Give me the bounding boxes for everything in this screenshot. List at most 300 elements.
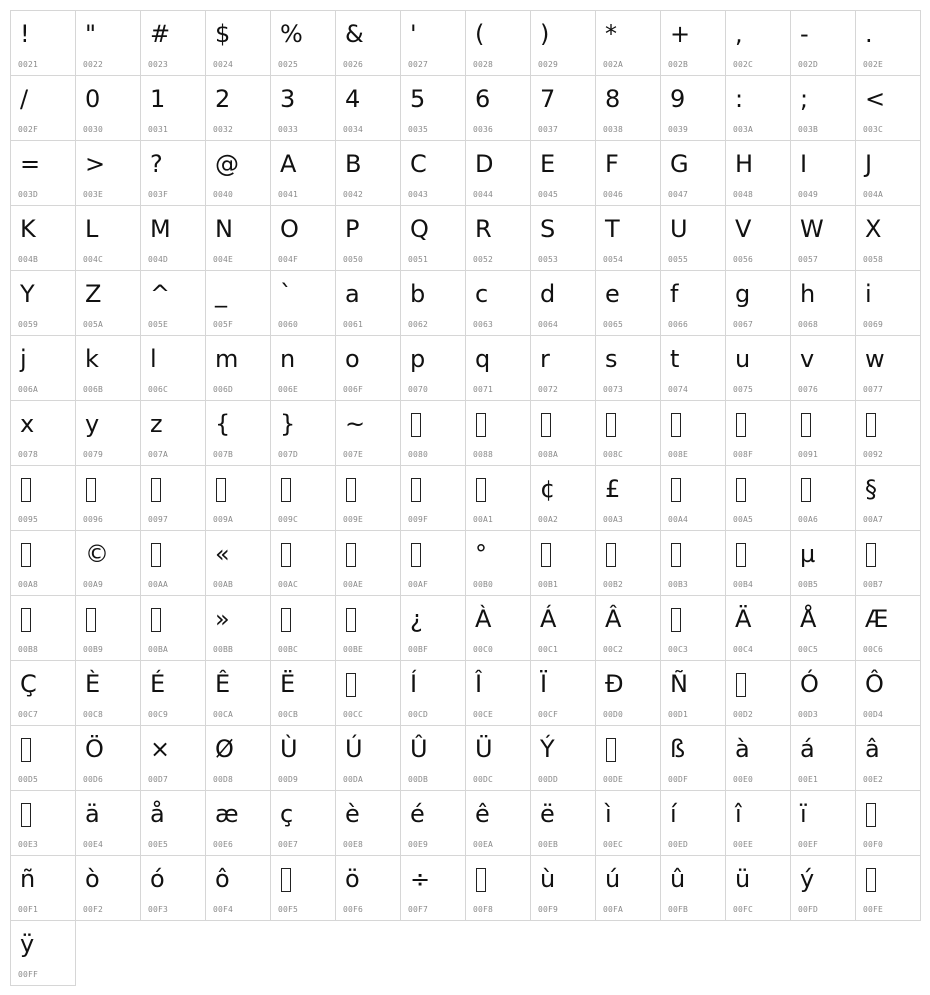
glyph-sample: Ú [345, 735, 363, 763]
codepoint-label: 00D0 [603, 710, 624, 719]
codepoint-label: 00EA [473, 840, 494, 849]
glyph-cell [595, 10, 661, 76]
glyph-sample: v [800, 345, 815, 373]
glyph-cell [530, 530, 596, 596]
glyph-sample: ( [475, 20, 485, 48]
glyph-cell [75, 465, 141, 531]
glyph-sample: $ [215, 20, 231, 48]
glyph-cell [725, 855, 791, 921]
glyph-cell [855, 400, 921, 466]
codepoint-label: 00BE [343, 645, 364, 654]
codepoint-label: 00B2 [603, 580, 624, 589]
glyph-sample: : [735, 85, 744, 113]
glyph-sample: µ [800, 540, 816, 568]
codepoint-label: 00AE [343, 580, 364, 589]
glyph-sample: & [345, 20, 364, 48]
codepoint-label: 00A5 [733, 515, 754, 524]
glyph-cell [465, 725, 531, 791]
glyph-cell [140, 75, 206, 141]
glyph-sample: P [345, 215, 360, 243]
codepoint-label: 00DC [473, 775, 494, 784]
glyph-cell [595, 660, 661, 726]
glyph-cell [855, 855, 921, 921]
glyph-cell [400, 660, 466, 726]
codepoint-label: 0049 [798, 190, 819, 199]
glyph-sample: ß [670, 735, 686, 763]
glyph-cell [465, 855, 531, 921]
glyph-sample: Î [475, 670, 483, 698]
codepoint-label: 00C7 [18, 710, 39, 719]
missing-glyph-box [736, 413, 746, 437]
glyph-sample: ` [280, 280, 292, 308]
glyph-cell [595, 140, 661, 206]
missing-glyph-box [671, 543, 681, 567]
glyph-cell [725, 10, 791, 76]
glyph-cell [660, 725, 726, 791]
glyph-cell [400, 205, 466, 271]
missing-glyph-box [346, 478, 356, 502]
glyph-cell [465, 660, 531, 726]
missing-glyph-box [346, 543, 356, 567]
glyph-sample: 8 [605, 85, 621, 113]
glyph-sample: ! [20, 20, 30, 48]
glyph-cell [335, 790, 401, 856]
glyph-sample: Æ [865, 605, 889, 633]
glyph-sample: í [670, 800, 677, 828]
glyph-sample: f [670, 280, 679, 308]
codepoint-label: 0024 [213, 60, 234, 69]
glyph-cell [140, 595, 206, 661]
codepoint-label: 003D [18, 190, 39, 199]
glyph-cell [205, 400, 271, 466]
glyph-sample: k [85, 345, 99, 373]
glyph-cell [725, 270, 791, 336]
missing-glyph-box [21, 543, 31, 567]
codepoint-label: 008C [603, 450, 624, 459]
codepoint-label: 00A6 [798, 515, 819, 524]
codepoint-label: 00E5 [148, 840, 169, 849]
codepoint-label: 00C0 [473, 645, 494, 654]
codepoint-label: 0091 [798, 450, 819, 459]
codepoint-label: 00B1 [538, 580, 559, 589]
glyph-sample: Ö [85, 735, 104, 763]
codepoint-label: 00CA [213, 710, 234, 719]
glyph-cell [270, 855, 336, 921]
codepoint-label: 0057 [798, 255, 819, 264]
codepoint-label: 004A [863, 190, 884, 199]
glyph-sample: u [735, 345, 751, 373]
codepoint-label: 00F5 [278, 905, 299, 914]
codepoint-label: 008E [668, 450, 689, 459]
codepoint-label: 0023 [148, 60, 169, 69]
glyph-sample: m [215, 345, 239, 373]
glyph-cell [10, 725, 76, 791]
codepoint-label: 0060 [278, 320, 299, 329]
missing-glyph-box [476, 868, 486, 892]
codepoint-label: 0097 [148, 515, 169, 524]
codepoint-label: 004B [18, 255, 39, 264]
missing-glyph-box [281, 608, 291, 632]
glyph-sample: K [20, 215, 36, 243]
glyph-sample: Ó [800, 670, 819, 698]
glyph-sample: ö [345, 865, 360, 893]
glyph-cell [10, 465, 76, 531]
glyph-cell [790, 465, 856, 531]
glyph-cell [660, 595, 726, 661]
codepoint-label: 00DB [408, 775, 429, 784]
codepoint-label: 0063 [473, 320, 494, 329]
glyph-cell [465, 400, 531, 466]
codepoint-label: 009F [408, 515, 429, 524]
glyph-cell [530, 205, 596, 271]
glyph-cell [270, 140, 336, 206]
glyph-cell [530, 400, 596, 466]
codepoint-label: 00B4 [733, 580, 754, 589]
codepoint-label: 003A [733, 125, 754, 134]
glyph-sample: < [865, 85, 886, 113]
missing-glyph-box [151, 543, 161, 567]
glyph-sample: ó [150, 865, 165, 893]
glyph-cell [465, 790, 531, 856]
codepoint-label: 006E [278, 385, 299, 394]
codepoint-label: 006B [83, 385, 104, 394]
codepoint-label: 0067 [733, 320, 754, 329]
glyph-cell [335, 270, 401, 336]
glyph-cell [75, 725, 141, 791]
glyph-sample: O [280, 215, 299, 243]
glyph-sample: ¢ [540, 475, 556, 503]
glyph-cell [10, 530, 76, 596]
glyph-sample: 6 [475, 85, 491, 113]
codepoint-label: 00AC [278, 580, 299, 589]
codepoint-label: 0076 [798, 385, 819, 394]
codepoint-label: 00FA [603, 905, 624, 914]
glyph-sample: A [280, 150, 297, 178]
codepoint-label: 00AF [408, 580, 429, 589]
glyph-sample: É [150, 670, 166, 698]
glyph-cell [790, 270, 856, 336]
glyph-cell [660, 790, 726, 856]
glyph-cell [400, 465, 466, 531]
codepoint-label: 00CF [538, 710, 559, 719]
glyph-sample: § [865, 475, 877, 503]
codepoint-label: 00AB [213, 580, 234, 589]
glyph-sample: R [475, 215, 492, 243]
glyph-sample: L [85, 215, 99, 243]
glyph-cell [595, 595, 661, 661]
codepoint-label: 00A2 [538, 515, 559, 524]
glyph-sample: l [150, 345, 157, 373]
glyph-cell [660, 855, 726, 921]
codepoint-label: 009C [278, 515, 299, 524]
codepoint-label: 002D [798, 60, 819, 69]
glyph-cell [400, 335, 466, 401]
glyph-sample: À [475, 605, 492, 633]
glyph-cell [465, 10, 531, 76]
glyph-cell [400, 725, 466, 791]
glyph-cell [660, 75, 726, 141]
codepoint-label: 00D7 [148, 775, 169, 784]
glyph-sample: + [670, 20, 691, 48]
missing-glyph-box [606, 738, 616, 762]
glyph-cell [855, 335, 921, 401]
glyph-cell [10, 400, 76, 466]
glyph-cell [595, 530, 661, 596]
glyph-cell [660, 205, 726, 271]
codepoint-label: 0096 [83, 515, 104, 524]
glyph-sample: « [215, 540, 230, 568]
codepoint-label: 0042 [343, 190, 364, 199]
codepoint-label: 00D6 [83, 775, 104, 784]
glyph-cell [335, 140, 401, 206]
codepoint-label: 00EF [798, 840, 819, 849]
codepoint-label: 00A3 [603, 515, 624, 524]
glyph-cell [75, 595, 141, 661]
glyph-cell [790, 790, 856, 856]
codepoint-label: 0078 [18, 450, 39, 459]
glyph-cell [140, 725, 206, 791]
codepoint-label: 0079 [83, 450, 104, 459]
codepoint-label: 00D9 [278, 775, 299, 784]
glyph-cell [790, 530, 856, 596]
codepoint-label: 00C8 [83, 710, 104, 719]
missing-glyph-box [671, 478, 681, 502]
glyph-cell [75, 270, 141, 336]
codepoint-label: 0039 [668, 125, 689, 134]
glyph-cell [140, 205, 206, 271]
glyph-cell [270, 205, 336, 271]
glyph-cell [595, 400, 661, 466]
glyph-cell [790, 855, 856, 921]
glyph-cell [10, 270, 76, 336]
glyph-sample: n [280, 345, 296, 373]
codepoint-label: 00D3 [798, 710, 819, 719]
glyph-cell [270, 530, 336, 596]
glyph-cell [270, 335, 336, 401]
glyph-cell [205, 205, 271, 271]
glyph-sample: ñ [20, 865, 36, 893]
glyph-cell [725, 335, 791, 401]
glyph-sample: ú [605, 865, 621, 893]
glyph-sample: Ê [215, 670, 231, 698]
glyph-cell [595, 335, 661, 401]
glyph-cell [855, 530, 921, 596]
missing-glyph-box [476, 413, 486, 437]
glyph-sample: 1 [150, 85, 166, 113]
glyph-cell [270, 400, 336, 466]
glyph-cell [270, 660, 336, 726]
glyph-sample: N [215, 215, 233, 243]
glyph-sample: . [865, 20, 873, 48]
glyph-sample: Ù [280, 735, 298, 763]
glyph-cell [270, 725, 336, 791]
glyph-sample: } [280, 410, 296, 438]
glyph-cell [595, 725, 661, 791]
glyph-sample: 5 [410, 85, 426, 113]
codepoint-label: 0080 [408, 450, 429, 459]
glyph-cell [75, 75, 141, 141]
codepoint-label: 00B5 [798, 580, 819, 589]
glyph-cell [725, 725, 791, 791]
glyph-sample: % [280, 20, 303, 48]
codepoint-label: 0034 [343, 125, 364, 134]
glyph-cell [855, 10, 921, 76]
codepoint-label: 00DD [538, 775, 559, 784]
codepoint-label: 0041 [278, 190, 299, 199]
glyph-cell [75, 790, 141, 856]
codepoint-label: 00D4 [863, 710, 884, 719]
codepoint-label: 0040 [213, 190, 234, 199]
glyph-sample: q [475, 345, 491, 373]
glyph-sample: Ô [865, 670, 884, 698]
glyph-cell [465, 270, 531, 336]
glyph-cell [530, 660, 596, 726]
glyph-sample: ¿ [410, 605, 423, 633]
glyph-sample: x [20, 410, 35, 438]
glyph-cell [855, 725, 921, 791]
codepoint-label: 0055 [668, 255, 689, 264]
codepoint-label: 00FC [733, 905, 754, 914]
codepoint-label: 00BB [213, 645, 234, 654]
codepoint-label: 00A4 [668, 515, 689, 524]
glyph-cell [855, 205, 921, 271]
glyph-sample: H [735, 150, 754, 178]
glyph-sample: ò [85, 865, 100, 893]
glyph-cell [205, 140, 271, 206]
glyph-cell [10, 855, 76, 921]
glyph-cell [270, 465, 336, 531]
glyph-cell [725, 400, 791, 466]
codepoint-label: 0054 [603, 255, 624, 264]
missing-glyph-box [411, 413, 421, 437]
codepoint-label: 0053 [538, 255, 559, 264]
codepoint-label: 00E7 [278, 840, 299, 849]
glyph-cell [660, 530, 726, 596]
codepoint-label: 00D1 [668, 710, 689, 719]
codepoint-label: 0077 [863, 385, 884, 394]
glyph-sample: ï [800, 800, 807, 828]
glyph-sample: â [865, 735, 880, 763]
glyph-cell [400, 855, 466, 921]
glyph-sample: S [540, 215, 556, 243]
codepoint-label: 00EB [538, 840, 559, 849]
glyph-cell [660, 335, 726, 401]
codepoint-label: 00F0 [863, 840, 884, 849]
codepoint-label: 0043 [408, 190, 429, 199]
glyph-cell [140, 270, 206, 336]
glyph-cell [270, 595, 336, 661]
codepoint-label: 00BF [408, 645, 429, 654]
glyph-cell [855, 75, 921, 141]
codepoint-label: 0033 [278, 125, 299, 134]
codepoint-label: 00E8 [343, 840, 364, 849]
glyph-cell [270, 790, 336, 856]
codepoint-label: 0071 [473, 385, 494, 394]
codepoint-label: 0046 [603, 190, 624, 199]
glyph-cell [10, 205, 76, 271]
glyph-sample: Q [410, 215, 429, 243]
codepoint-label: 002F [18, 125, 39, 134]
glyph-cell [335, 530, 401, 596]
glyph-sample: e [605, 280, 620, 308]
codepoint-label: 0074 [668, 385, 689, 394]
codepoint-label: 005F [213, 320, 234, 329]
glyph-sample: > [85, 150, 106, 178]
glyph-cell [530, 465, 596, 531]
glyph-cell [270, 10, 336, 76]
glyph-sample: V [735, 215, 752, 243]
codepoint-label: 00B8 [18, 645, 39, 654]
glyph-cell [530, 335, 596, 401]
glyph-sample: w [865, 345, 885, 373]
glyph-cell [140, 530, 206, 596]
glyph-sample: W [800, 215, 824, 243]
glyph-sample: Z [85, 280, 102, 308]
glyph-sample: 2 [215, 85, 231, 113]
codepoint-label: 00CE [473, 710, 494, 719]
missing-glyph-box [736, 543, 746, 567]
missing-glyph-box [671, 413, 681, 437]
glyph-cell [530, 140, 596, 206]
glyph-cell [10, 75, 76, 141]
codepoint-label: 007A [148, 450, 169, 459]
codepoint-label: 00BA [148, 645, 169, 654]
codepoint-label: 00F7 [408, 905, 429, 914]
glyph-sample: d [540, 280, 556, 308]
glyph-sample: 0 [85, 85, 101, 113]
glyph-sample: T [605, 215, 620, 243]
codepoint-label: 002C [733, 60, 754, 69]
codepoint-label: 0030 [83, 125, 104, 134]
glyph-sample: * [605, 20, 617, 48]
glyph-cell [400, 140, 466, 206]
glyph-cell [725, 790, 791, 856]
codepoint-label: 00FB [668, 905, 689, 914]
glyph-sample: , [735, 20, 743, 48]
codepoint-label: 0035 [408, 125, 429, 134]
glyph-cell [205, 725, 271, 791]
codepoint-label: 00CD [408, 710, 429, 719]
codepoint-label: 0032 [213, 125, 234, 134]
codepoint-label: 0022 [83, 60, 104, 69]
codepoint-label: 00E0 [733, 775, 754, 784]
glyph-cell [335, 205, 401, 271]
codepoint-label: 00EC [603, 840, 624, 849]
glyph-sample: © [85, 540, 109, 568]
glyph-sample: D [475, 150, 494, 178]
codepoint-label: 00C5 [798, 645, 819, 654]
glyph-cell [855, 140, 921, 206]
codepoint-label: 00F9 [538, 905, 559, 914]
glyph-cell [595, 465, 661, 531]
glyph-sample: 7 [540, 85, 556, 113]
glyph-cell [595, 270, 661, 336]
codepoint-label: 0028 [473, 60, 494, 69]
codepoint-label: 008F [733, 450, 754, 459]
codepoint-label: 004E [213, 255, 234, 264]
codepoint-label: 00A1 [473, 515, 494, 524]
glyph-cell [725, 660, 791, 726]
glyph-sample: / [20, 85, 29, 113]
glyph-cell [400, 790, 466, 856]
glyph-sample: p [410, 345, 426, 373]
codepoint-label: 0058 [863, 255, 884, 264]
glyph-cell [205, 335, 271, 401]
glyph-cell [10, 140, 76, 206]
glyph-sample: ~ [345, 410, 366, 438]
glyph-sample: é [410, 800, 425, 828]
codepoint-label: 0036 [473, 125, 494, 134]
